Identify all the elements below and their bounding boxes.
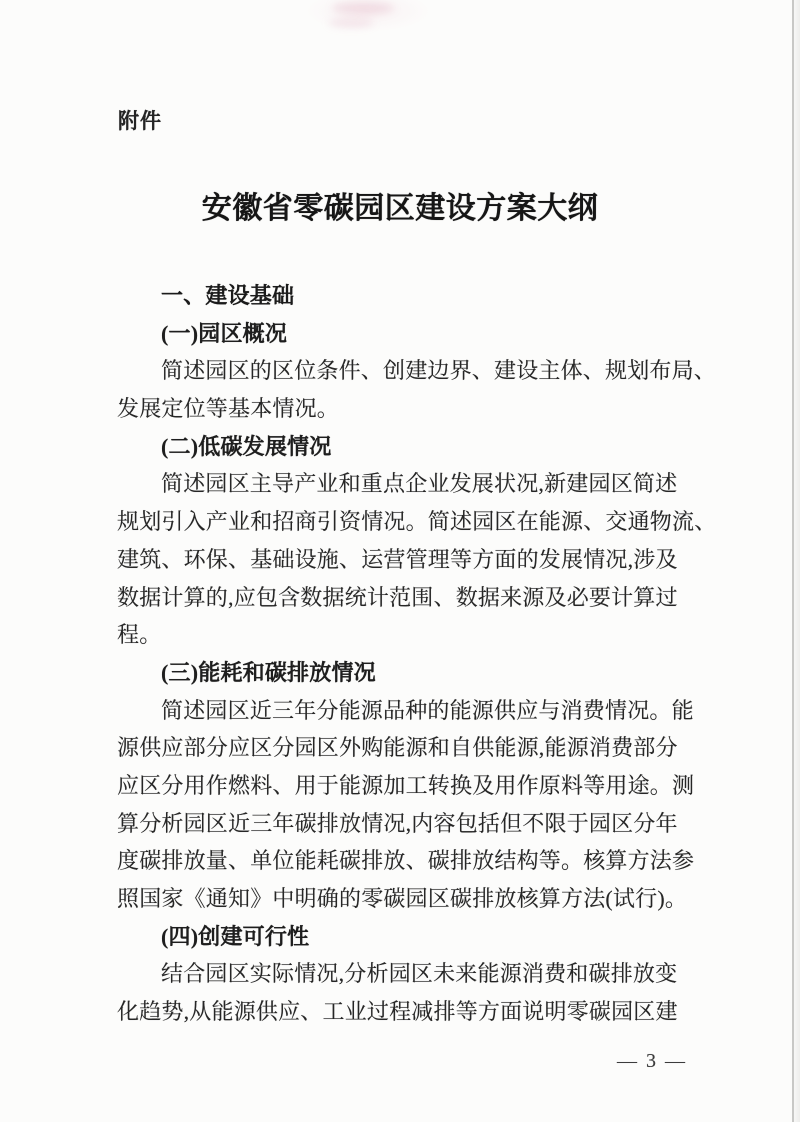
subsection-heading-1-2: (二)低碳发展情况	[161, 433, 332, 459]
body-line: 源供应部分应区分园区外购能源和自供能源,能源消费部分	[117, 735, 678, 761]
scan-smudge	[332, 2, 394, 14]
scan-edge-strip	[793, 0, 800, 1122]
scan-edge-line	[792, 0, 794, 1122]
scan-smudge	[328, 18, 374, 28]
body-line: 算分析园区近三年碳排放情况,内容包括但不限于园区分年	[117, 810, 678, 836]
body-line: 发展定位等基本情况。	[117, 396, 340, 422]
body-line: 应区分用作燃料、用于能源加工转换及用作原料等用途。测	[117, 772, 695, 798]
body-line: 简述园区的区位条件、创建边界、建设主体、规划布局、	[161, 358, 717, 384]
document-title: 安徽省零碳园区建设方案大纲	[201, 192, 599, 225]
body-line: 照国家《通知》中明确的零碳园区碳排放核算方法(试行)。	[117, 886, 688, 911]
body-line: 程。	[117, 622, 162, 648]
attachment-label: 附件	[118, 110, 162, 133]
document-body	[117, 277, 717, 1031]
body-line: 化趋势,从能源供应、工业过程减排等方面说明零碳园区建	[117, 999, 678, 1025]
subsection-heading-1-4: (四)创建可行性	[161, 923, 310, 949]
body-line: 结合园区实际情况,分析园区未来能源消费和碳排放变	[161, 961, 678, 987]
subsection-heading-1-1: (一)园区概况	[161, 320, 288, 346]
body-line: 建筑、环保、基础设施、运营管理等方面的发展情况,涉及	[117, 546, 678, 572]
body-line: 规划引入产业和招商引资情况。简述园区在能源、交通物流、	[117, 509, 717, 535]
section-heading-1: 一、建设基础	[161, 283, 295, 308]
page-number: — 3 —	[617, 1050, 687, 1072]
body-line: 数据计算的,应包含数据统计范围、数据来源及必要计算过	[117, 584, 678, 610]
subsection-heading-1-3: (三)能耗和碳排放情况	[161, 659, 376, 685]
body-line: 简述园区主导产业和重点企业发展状况,新建园区简述	[161, 471, 678, 497]
body-line: 简述园区近三年分能源品种的能源供应与消费情况。能	[161, 697, 694, 723]
body-line: 度碳排放量、单位能耗碳排放、碳排放结构等。核算方法参	[117, 848, 695, 874]
